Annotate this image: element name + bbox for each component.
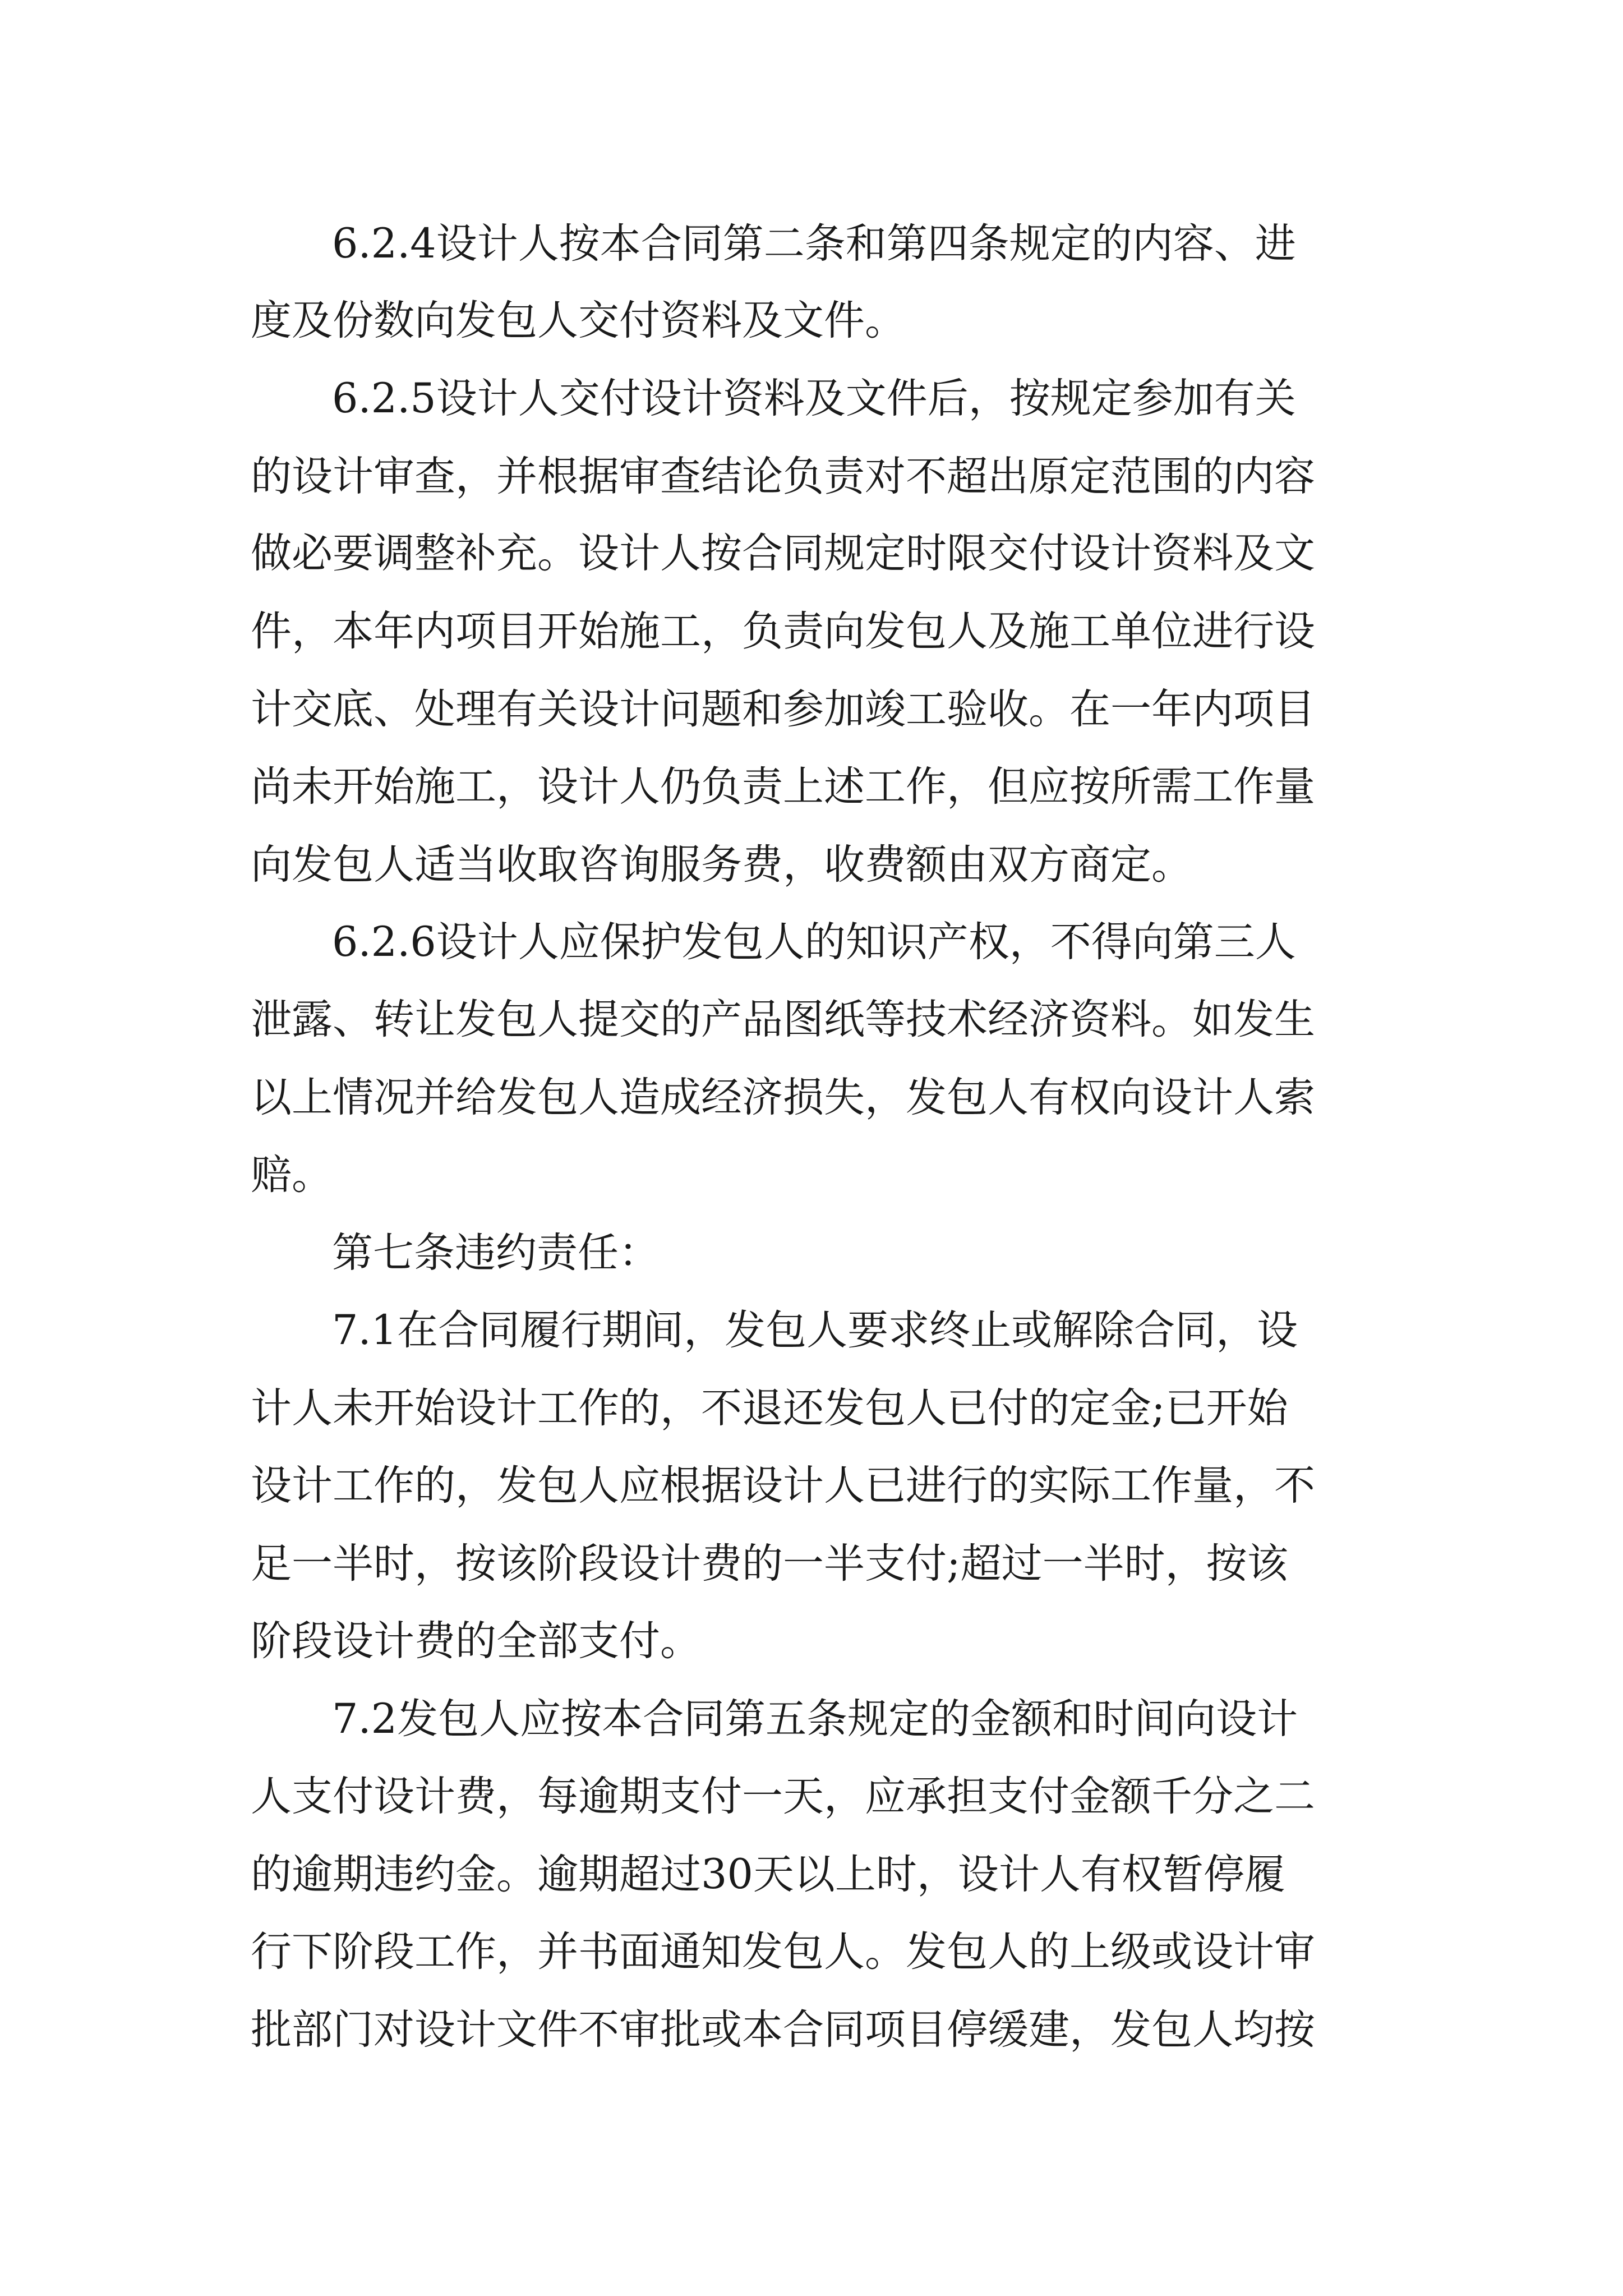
clause-7-2-line-4: 行下阶段工作，并书面通知发包人。发包人的上级或设计审 [251, 1928, 1315, 1976]
clause-6-2-5-line-7: 向发包人适当收取咨询服务费，收费额由双方商定。 [251, 841, 1192, 889]
clause-6-2-6-line-3: 以上情况并给发包人造成经济损失，发包人有权向设计人索 [251, 1074, 1315, 1121]
clause-6-2-5-line-6: 尚未开始施工，设计人仍负责上述工作，但应按所需工作量 [251, 763, 1315, 811]
clause-6-2-6-line-2: 泄露、转让发包人提交的产品图纸等技术经济资料。如发生 [251, 996, 1315, 1043]
clause-7-1-line-4: 足一半时，按该阶段设计费的一半支付;超过一半时，按该 [251, 1540, 1288, 1588]
clause-7-2-line-3: 的逾期违约金。逾期超过30天以上时，设计人有权暂停履 [251, 1851, 1285, 1898]
clause-7-1-line-2: 计人未开始设计工作的，不退还发包人已付的定金;已开始 [251, 1384, 1288, 1432]
clause-6-2-6-line-4: 赔。 [251, 1151, 333, 1199]
clause-7-2-line-1: 7.2发包人应按本合同第五条规定的金额和时间向设计 [332, 1695, 1298, 1743]
clause-7-2-line-2: 人支付设计费，每逾期支付一天，应承担支付金额千分之二 [251, 1773, 1315, 1820]
clause-7-1-line-1: 7.1在合同履行期间，发包人要求终止或解除合同，设 [332, 1306, 1298, 1354]
clause-6-2-5-line-4: 件，本年内项目开始施工，负责向发包人及施工单位进行设 [251, 608, 1315, 655]
clause-6-2-5-line-3: 做必要调整补充。设计人按合同规定时限交付设计资料及文 [251, 530, 1315, 577]
clause-6-2-5-line-5: 计交底、处理有关设计问题和参加竣工验收。在一年内项目 [251, 685, 1315, 733]
clause-6-2-5-line-2: 的设计审查，并根据审查结论负责对不超出原定范围的内容 [251, 453, 1315, 500]
clause-6-2-4-line-2: 度及份数向发包人交付资料及文件。 [251, 297, 906, 344]
clause-6-2-6-line-1: 6.2.6设计人应保护发包人的知识产权，不得向第三人 [332, 918, 1296, 966]
clause-7-1-line-3: 设计工作的，发包人应根据设计人已进行的实际工作量，不 [251, 1462, 1315, 1510]
clause-7-1-line-5: 阶段设计费的全部支付。 [251, 1617, 701, 1665]
clause-6-2-5-line-1: 6.2.5设计人交付设计资料及文件后，按规定参加有关 [332, 375, 1296, 422]
clause-7-2-line-5: 批部门对设计文件不审批或本合同项目停缓建，发包人均按 [251, 2006, 1315, 2054]
section-heading-article-7: 第七条违约责任： [332, 1229, 660, 1277]
clause-6-2-4-line-1: 6.2.4设计人按本合同第二条和第四条规定的内容、进 [332, 220, 1296, 268]
